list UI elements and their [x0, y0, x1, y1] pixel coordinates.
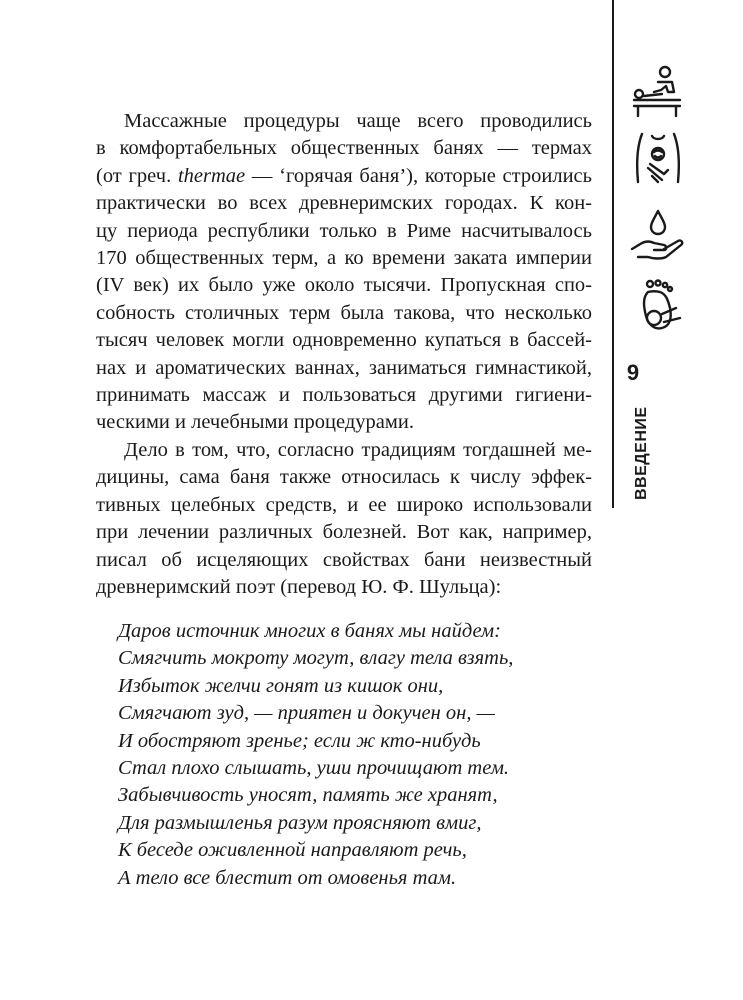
text-line: при лечении различных болезней. Вот как, например,	[96, 521, 592, 544]
text-line: 170 общественных терм, а ко времени заката империи	[96, 247, 592, 270]
massage-table-icon	[628, 62, 688, 122]
poem	[118, 618, 588, 892]
poem-line: И обостряют зренье; если ж кто-нибудь	[118, 729, 481, 752]
text-line: собность столичных терм была такова, что несколько	[96, 301, 592, 324]
text-line: ческими и лечебными процедурами.	[96, 411, 414, 434]
text-line: древнеримский поэт (перевод Ю. Ф. Шульца):	[96, 575, 502, 598]
poem-line: Стал плохо слышать, уши прочищают тем.	[118, 757, 510, 780]
poem-line: Избыток желчи гонят из кишок они,	[118, 674, 444, 697]
poem-line: Забывчивость уносят, память же хранят,	[118, 784, 498, 807]
page-number: 9	[626, 360, 640, 385]
text-line: (IV век) их было уже около тысячи. Пропускная спо-	[96, 274, 592, 297]
foot-massage-icon	[628, 278, 688, 338]
text-line: принимать массаж и пользоваться другими гигиени-	[96, 384, 592, 407]
text-line: писал об исцеляющих свойствах бани неизвестный	[96, 548, 592, 571]
poem-line: Для размышленья разум проясняют вмиг,	[118, 811, 482, 834]
text-line: практически во всех древнеримских городах. К кон-	[96, 192, 592, 215]
text-line: тысяч человек могли одновременно купаться в бассей-	[96, 329, 592, 352]
text-line: тивных целебных средств, и ее широко использовали	[96, 493, 592, 516]
paragraph-1	[96, 108, 592, 437]
sidebar-divider	[612, 0, 614, 508]
drop-on-hand-icon	[628, 205, 688, 265]
text-line: Дело в том, что, согласно традициям тогдашней ме-	[124, 438, 592, 461]
poem-line: К беседе оживленной направляют речь,	[118, 839, 467, 862]
text-line: (от греч. thermae — ‘горячая баня’), которые строились	[96, 164, 592, 187]
poem-line: Даров источник многих в банях мы найдем:	[118, 620, 501, 642]
poem-line: Смягчить мокроту могут, влагу тела взять,	[118, 647, 514, 670]
text-line: дицины, сама баня также относилась к числу эффек-	[96, 466, 592, 489]
poem-line: А тело все блестит от омовенья там.	[118, 866, 457, 889]
text-line: цу периода республики только в Риме насчитывалось	[96, 219, 592, 242]
section-title: ВВЕДЕНИЕ	[633, 406, 650, 500]
main-text	[96, 108, 592, 601]
poem-line: Смягчают зуд, — приятен и докучен он, —	[118, 702, 495, 725]
text-line: нах и ароматических ваннах, заниматься гимнастикой,	[96, 356, 592, 379]
text-line: в комфортабельных общественных банях — термах	[96, 137, 592, 160]
back-massage-icon	[628, 130, 688, 190]
paragraph-2	[96, 437, 592, 601]
text-line: Массажные процедуры чаще всего проводились	[124, 110, 592, 132]
